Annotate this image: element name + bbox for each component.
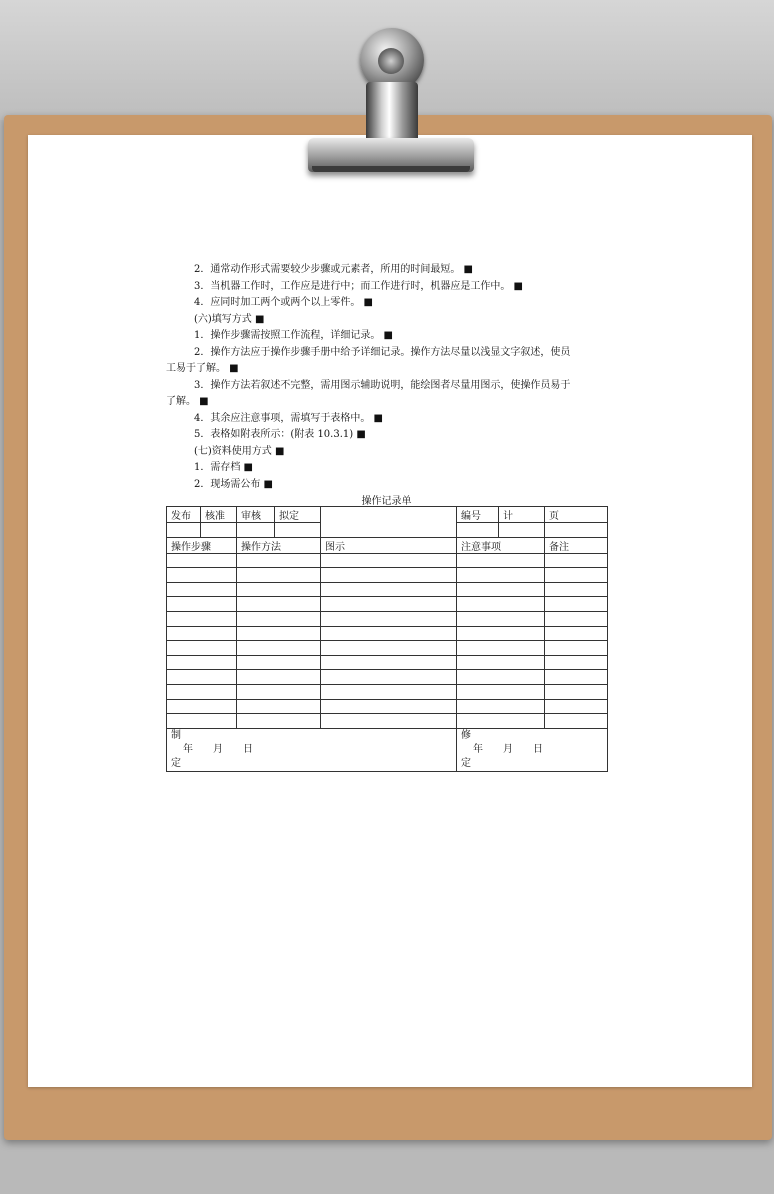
cell-remarks[interactable]: [545, 597, 608, 612]
cell-diagram[interactable]: [321, 684, 457, 699]
signature-made-label-top: 制: [171, 729, 181, 741]
table-row: [167, 655, 608, 670]
cell-notes[interactable]: [457, 684, 545, 699]
cell-diagram[interactable]: [321, 553, 457, 568]
cell-steps[interactable]: [167, 699, 237, 714]
document-line: 1．需存档 ■: [166, 460, 608, 477]
cell-steps[interactable]: [167, 714, 237, 729]
signature-made-date: 年 月 日: [183, 743, 253, 755]
cell-method[interactable]: [237, 714, 321, 729]
cell-diagram[interactable]: [321, 714, 457, 729]
cell-method[interactable]: [237, 626, 321, 641]
cell-steps[interactable]: [167, 684, 237, 699]
cell-steps[interactable]: [167, 568, 237, 583]
cell-diagram[interactable]: [321, 597, 457, 612]
binder-clip-hole: [378, 48, 404, 74]
cell-diagram[interactable]: [321, 641, 457, 656]
cell-notes[interactable]: [457, 626, 545, 641]
cell-diagram[interactable]: [321, 568, 457, 583]
cell-notes[interactable]: [457, 582, 545, 597]
binder-clip-neck: [366, 82, 418, 142]
cell-diagram[interactable]: [321, 626, 457, 641]
cell-diagram[interactable]: [321, 699, 457, 714]
cell-method[interactable]: [237, 670, 321, 685]
cell-publish[interactable]: [167, 523, 201, 538]
table-row: [167, 582, 608, 597]
table-row: [167, 684, 608, 699]
form-title: 操作记录单: [361, 496, 412, 507]
document-line: (七)资料使用方式 ■: [166, 444, 608, 461]
signature-revised[interactable]: [457, 728, 608, 771]
table-row: [167, 699, 608, 714]
cell-steps[interactable]: [167, 670, 237, 685]
header-number: 编号: [457, 507, 499, 523]
column-diagram: 图示: [321, 537, 457, 553]
cell-remarks[interactable]: [545, 699, 608, 714]
cell-diagram[interactable]: [321, 611, 457, 626]
cell-review[interactable]: [237, 523, 275, 538]
cell-method[interactable]: [237, 641, 321, 656]
document-body: [166, 262, 608, 493]
cell-notes[interactable]: [457, 597, 545, 612]
cell-steps[interactable]: [167, 626, 237, 641]
cell-notes[interactable]: [457, 670, 545, 685]
cell-steps[interactable]: [167, 655, 237, 670]
cell-remarks[interactable]: [545, 568, 608, 583]
table-row: [167, 641, 608, 656]
cell-remarks[interactable]: [545, 684, 608, 699]
cell-remarks[interactable]: [545, 582, 608, 597]
cell-page[interactable]: [545, 523, 608, 538]
cell-notes[interactable]: [457, 553, 545, 568]
document-line: (六)填写方式 ■: [166, 312, 608, 329]
cell-method[interactable]: [237, 684, 321, 699]
table-row: [167, 611, 608, 626]
document-line: 3．操作方法若叙述不完整，需用图示辅助说明，能绘图者尽量用图示，使操作员易于: [194, 379, 571, 391]
cell-notes[interactable]: [457, 568, 545, 583]
cell-method[interactable]: [237, 655, 321, 670]
cell-remarks[interactable]: [545, 714, 608, 729]
header-publish: 发布: [167, 507, 201, 523]
cell-steps[interactable]: [167, 582, 237, 597]
header-blank: [321, 507, 457, 538]
header-total: 计: [499, 507, 545, 523]
column-remarks: 备注: [545, 537, 608, 553]
document-line: 4．应同时加工两个或两个以上零件。 ■: [166, 295, 608, 312]
document-line: 了解。 ■: [166, 394, 608, 411]
operation-record-form: [166, 506, 608, 772]
table-row: [167, 714, 608, 729]
cell-diagram[interactable]: [321, 655, 457, 670]
table-row: [167, 568, 608, 583]
header-page: 页: [545, 507, 608, 523]
cell-notes[interactable]: [457, 699, 545, 714]
cell-diagram[interactable]: [321, 582, 457, 597]
table-row: [167, 670, 608, 685]
cell-remarks[interactable]: [545, 611, 608, 626]
document-line: 工易于了解。 ■: [166, 361, 608, 378]
cell-remarks[interactable]: [545, 553, 608, 568]
cell-number[interactable]: [457, 523, 499, 538]
document-line: 4．其余应注意事项，需填写于表格中。 ■: [166, 411, 608, 428]
cell-method[interactable]: [237, 568, 321, 583]
table-row: [167, 626, 608, 641]
header-draft: 拟定: [275, 507, 321, 523]
cell-method[interactable]: [237, 699, 321, 714]
cell-remarks[interactable]: [545, 626, 608, 641]
cell-remarks[interactable]: [545, 670, 608, 685]
column-notes: 注意事项: [457, 537, 545, 553]
table-row: [167, 553, 608, 568]
cell-method[interactable]: [237, 582, 321, 597]
cell-draft[interactable]: [275, 523, 321, 538]
column-steps: 操作步骤: [167, 537, 237, 553]
signature-revised-date: 年 月 日: [473, 743, 543, 755]
cell-remarks[interactable]: [545, 641, 608, 656]
column-method: 操作方法: [237, 537, 321, 553]
table-row: [167, 597, 608, 612]
document-line: 3．当机器工作时，工作应是进行中；而工作进行时，机器应是工作中。 ■: [166, 279, 608, 296]
document-line: 2．操作方法应于操作步骤手册中给予详细记录。操作方法尽量以浅显文字叙述，使员: [194, 346, 571, 358]
cell-steps[interactable]: [167, 553, 237, 568]
signature-made-label-bottom: 定: [171, 757, 181, 769]
cell-method[interactable]: [237, 611, 321, 626]
cell-notes[interactable]: [457, 714, 545, 729]
binder-clip-edge: [312, 166, 470, 172]
signature-made[interactable]: [167, 728, 457, 771]
cell-total[interactable]: [499, 523, 545, 538]
cell-method[interactable]: [237, 553, 321, 568]
signature-revised-label-top: 修: [461, 729, 471, 741]
header-approve: 核准: [201, 507, 237, 523]
cell-diagram[interactable]: [321, 670, 457, 685]
document-line: 1．操作步骤需按照工作流程，详细记录。 ■: [166, 328, 608, 345]
cell-method[interactable]: [237, 597, 321, 612]
document-line: 2．通常动作形式需要较少步骤或元素者，所用的时间最短。 ■: [166, 262, 608, 279]
cell-steps[interactable]: [167, 597, 237, 612]
cell-remarks[interactable]: [545, 655, 608, 670]
document-line: 5．表格如附表所示：(附表 10.3.1) ■: [166, 427, 608, 444]
document-line: 2．现场需公布 ■: [166, 477, 608, 494]
cell-approve[interactable]: [201, 523, 237, 538]
cell-notes[interactable]: [457, 611, 545, 626]
header-review: 审核: [237, 507, 275, 523]
signature-revised-label-bottom: 定: [461, 757, 471, 769]
cell-steps[interactable]: [167, 641, 237, 656]
cell-notes[interactable]: [457, 655, 545, 670]
cell-notes[interactable]: [457, 641, 545, 656]
cell-steps[interactable]: [167, 611, 237, 626]
